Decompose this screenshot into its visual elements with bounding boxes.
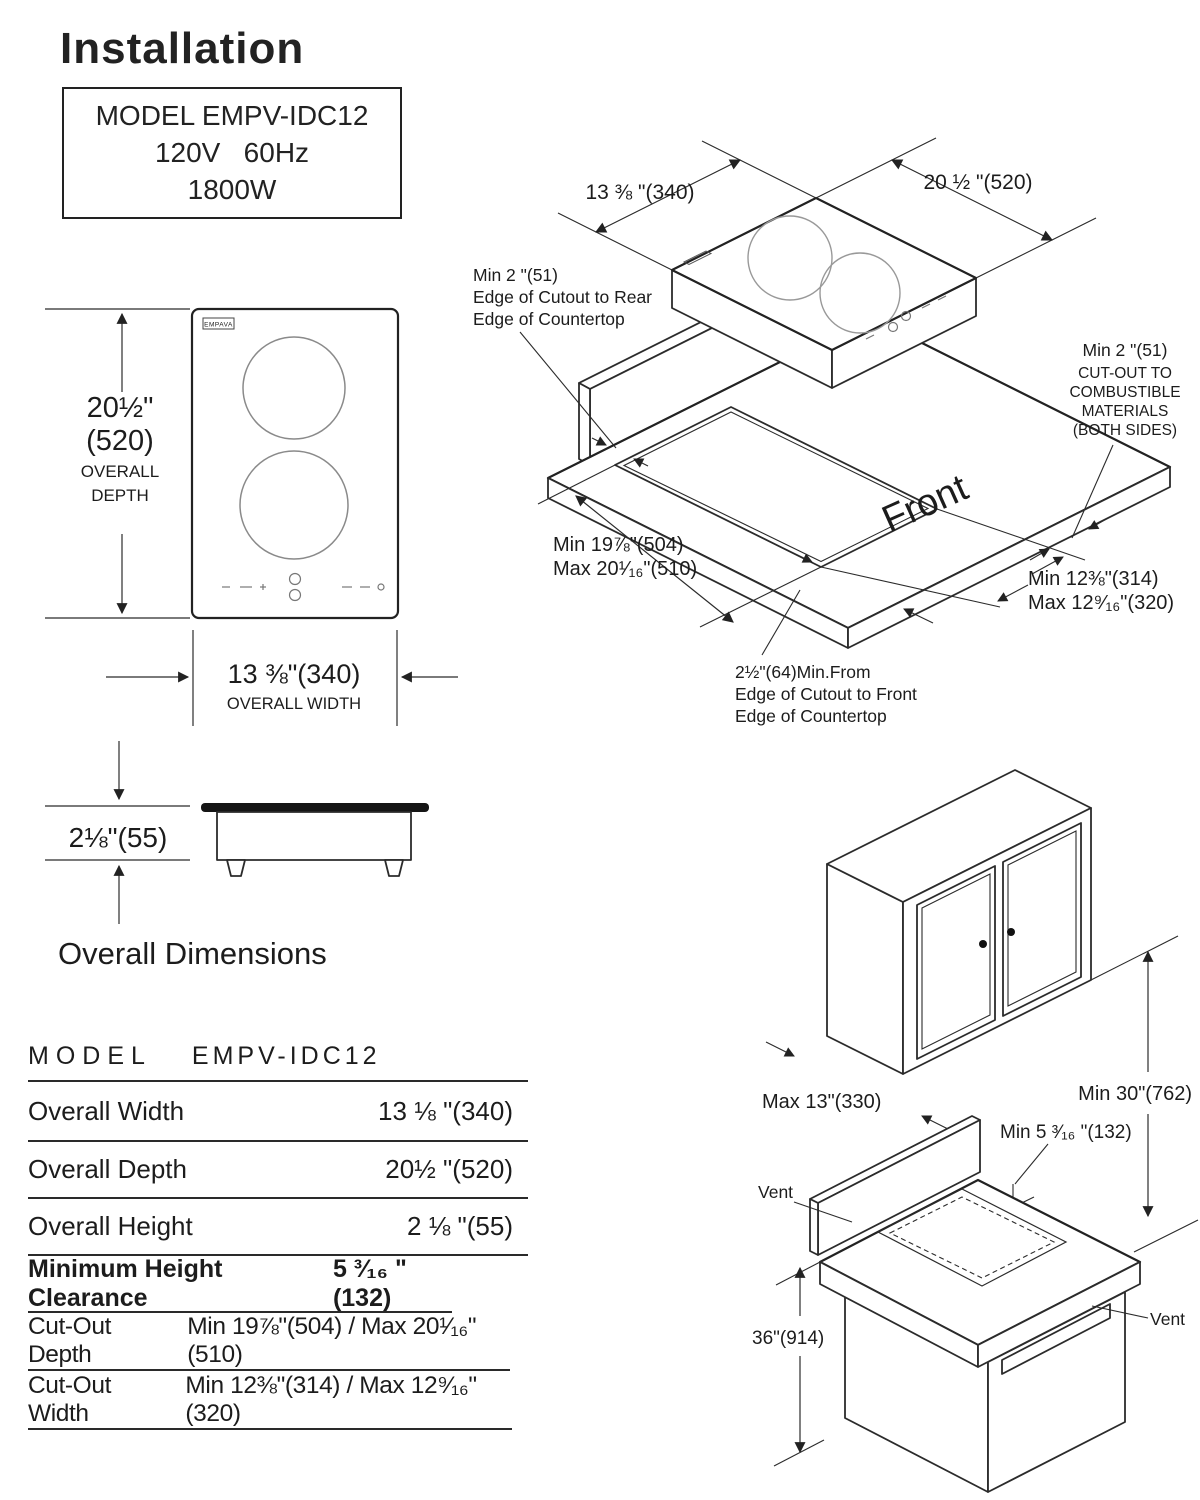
countertop-cutout-drawing (455, 130, 1200, 745)
cabinet-clearance-drawing (740, 850, 1200, 1500)
overall-depth-dimension (45, 309, 190, 618)
svg-text:Edge of Countertop: Edge of Countertop (735, 706, 887, 726)
width-caption: OVERALL WIDTH (226, 695, 362, 713)
row-label: Minimum Height Clearance (28, 1254, 223, 1312)
depth-caption-2: DEPTH (91, 486, 149, 505)
table-row (28, 1313, 510, 1371)
cabinet-depth-text: Max 13"(330) (762, 1091, 882, 1113)
dimensions-table (28, 1032, 648, 1430)
svg-text:Edge of Cutout to Front: Edge of Cutout to Front (735, 684, 917, 704)
table-model-label: MODEL (28, 1041, 152, 1070)
model-spec-box (62, 87, 402, 219)
table-row (28, 1199, 528, 1256)
cutout-depth-min: Min 19⅞"(504) (553, 534, 684, 556)
svg-text:Edge of Countertop: Edge of Countertop (473, 309, 625, 329)
spec-wattage: 1800W (187, 174, 277, 205)
wall-cabinet (827, 770, 1091, 1074)
row-value: 20½ "(520) (385, 1154, 513, 1184)
depth-caption-1: OVERALL (80, 462, 160, 481)
row-value: Min 12⅜"(314) / Max 12⁹⁄₁₆"(320) (185, 1371, 477, 1427)
row-label: Overall Height (28, 1211, 193, 1241)
svg-text:MATERIALS: MATERIALS (1081, 403, 1169, 420)
cutout-depth-max: Max 20¹⁄₁₆"(510) (553, 558, 698, 580)
overall-dimensions-drawing (30, 295, 470, 995)
row-label: Cut-Out Width (28, 1371, 111, 1427)
table-model-value: EMPV-IDC12 (191, 1041, 381, 1070)
depth-mm: (520) (86, 425, 154, 457)
spec-power-rating: 120V 60Hz (154, 137, 310, 168)
row-value: 13 ⅛ "(340) (378, 1095, 513, 1126)
iso-width-text: 13 ⅜ "(340) (585, 181, 695, 204)
table-row (28, 1082, 528, 1142)
cutout-width-min: Min 12⅜"(314) (1028, 568, 1159, 590)
vent-right-label: Vent (1150, 1309, 1186, 1329)
counter-height-dimension (752, 1261, 824, 1466)
row-label: Overall Width (28, 1095, 185, 1126)
vertical-clearance-dimension (1078, 936, 1198, 1252)
overall-dimensions-caption: Overall Dimensions (58, 936, 327, 971)
svg-text:CUT-OUT TO: CUT-OUT TO (1078, 365, 1172, 382)
page-title: Installation (60, 24, 305, 73)
svg-text:Min 2 "(51): Min 2 "(51) (473, 265, 558, 285)
table-row (28, 1142, 528, 1199)
row-value: Min 19⅞"(504) / Max 20¹⁄₁₆"(510) (187, 1313, 477, 1368)
overall-width-dimension (106, 630, 458, 726)
row-value: 2 ⅛ "(55) (406, 1211, 513, 1241)
width-dim-text: 13 ⅜"(340) (227, 659, 361, 689)
svg-text:2½"(64)Min.From: 2½"(64)Min.From (735, 662, 871, 682)
front-edge-label: Front (876, 466, 975, 542)
svg-text:Edge of Cutout to Rear: Edge of Cutout to Rear (473, 287, 652, 307)
left-foot (227, 860, 245, 876)
right-door-knob (1007, 928, 1015, 936)
svg-text:Min 2 "(51): Min 2 "(51) (1082, 340, 1168, 360)
depth-inches: 20½" (86, 392, 154, 424)
clearance-text: Min 30"(762) (1078, 1083, 1192, 1105)
svg-text:COMBUSTIBLE: COMBUSTIBLE (1069, 384, 1181, 401)
vent-left-label: Vent (758, 1182, 794, 1202)
row-label: Cut-Out Depth (28, 1313, 111, 1368)
min-clearance-text: Min 5 ³⁄₁₆ "(132) (1000, 1122, 1132, 1143)
counter-height-text: 36"(914) (752, 1328, 825, 1349)
svg-text:(BOTH SIDES): (BOTH SIDES) (1072, 422, 1178, 439)
glass-top (201, 803, 429, 812)
height-dim-text: 2⅛"(55) (68, 822, 168, 853)
cooktop-top-view (192, 309, 398, 618)
table-row (28, 1256, 452, 1313)
row-value: 5 ³⁄₁₆ "(132) (332, 1254, 407, 1312)
brand-logo-text: EMPAVA (204, 321, 233, 329)
right-foot (385, 860, 403, 876)
table-header (28, 1032, 528, 1082)
cooktop-body (217, 812, 411, 860)
cooktop-side-view (45, 741, 429, 924)
iso-depth-text: 20 ½ "(520) (923, 171, 1033, 194)
cutout-width-max: Max 12⁹⁄₁₆"(320) (1028, 592, 1175, 614)
left-door-knob (979, 940, 987, 948)
row-label: Overall Depth (28, 1154, 187, 1184)
table-row (28, 1371, 512, 1430)
spec-model: MODEL EMPV-IDC12 (95, 100, 369, 131)
